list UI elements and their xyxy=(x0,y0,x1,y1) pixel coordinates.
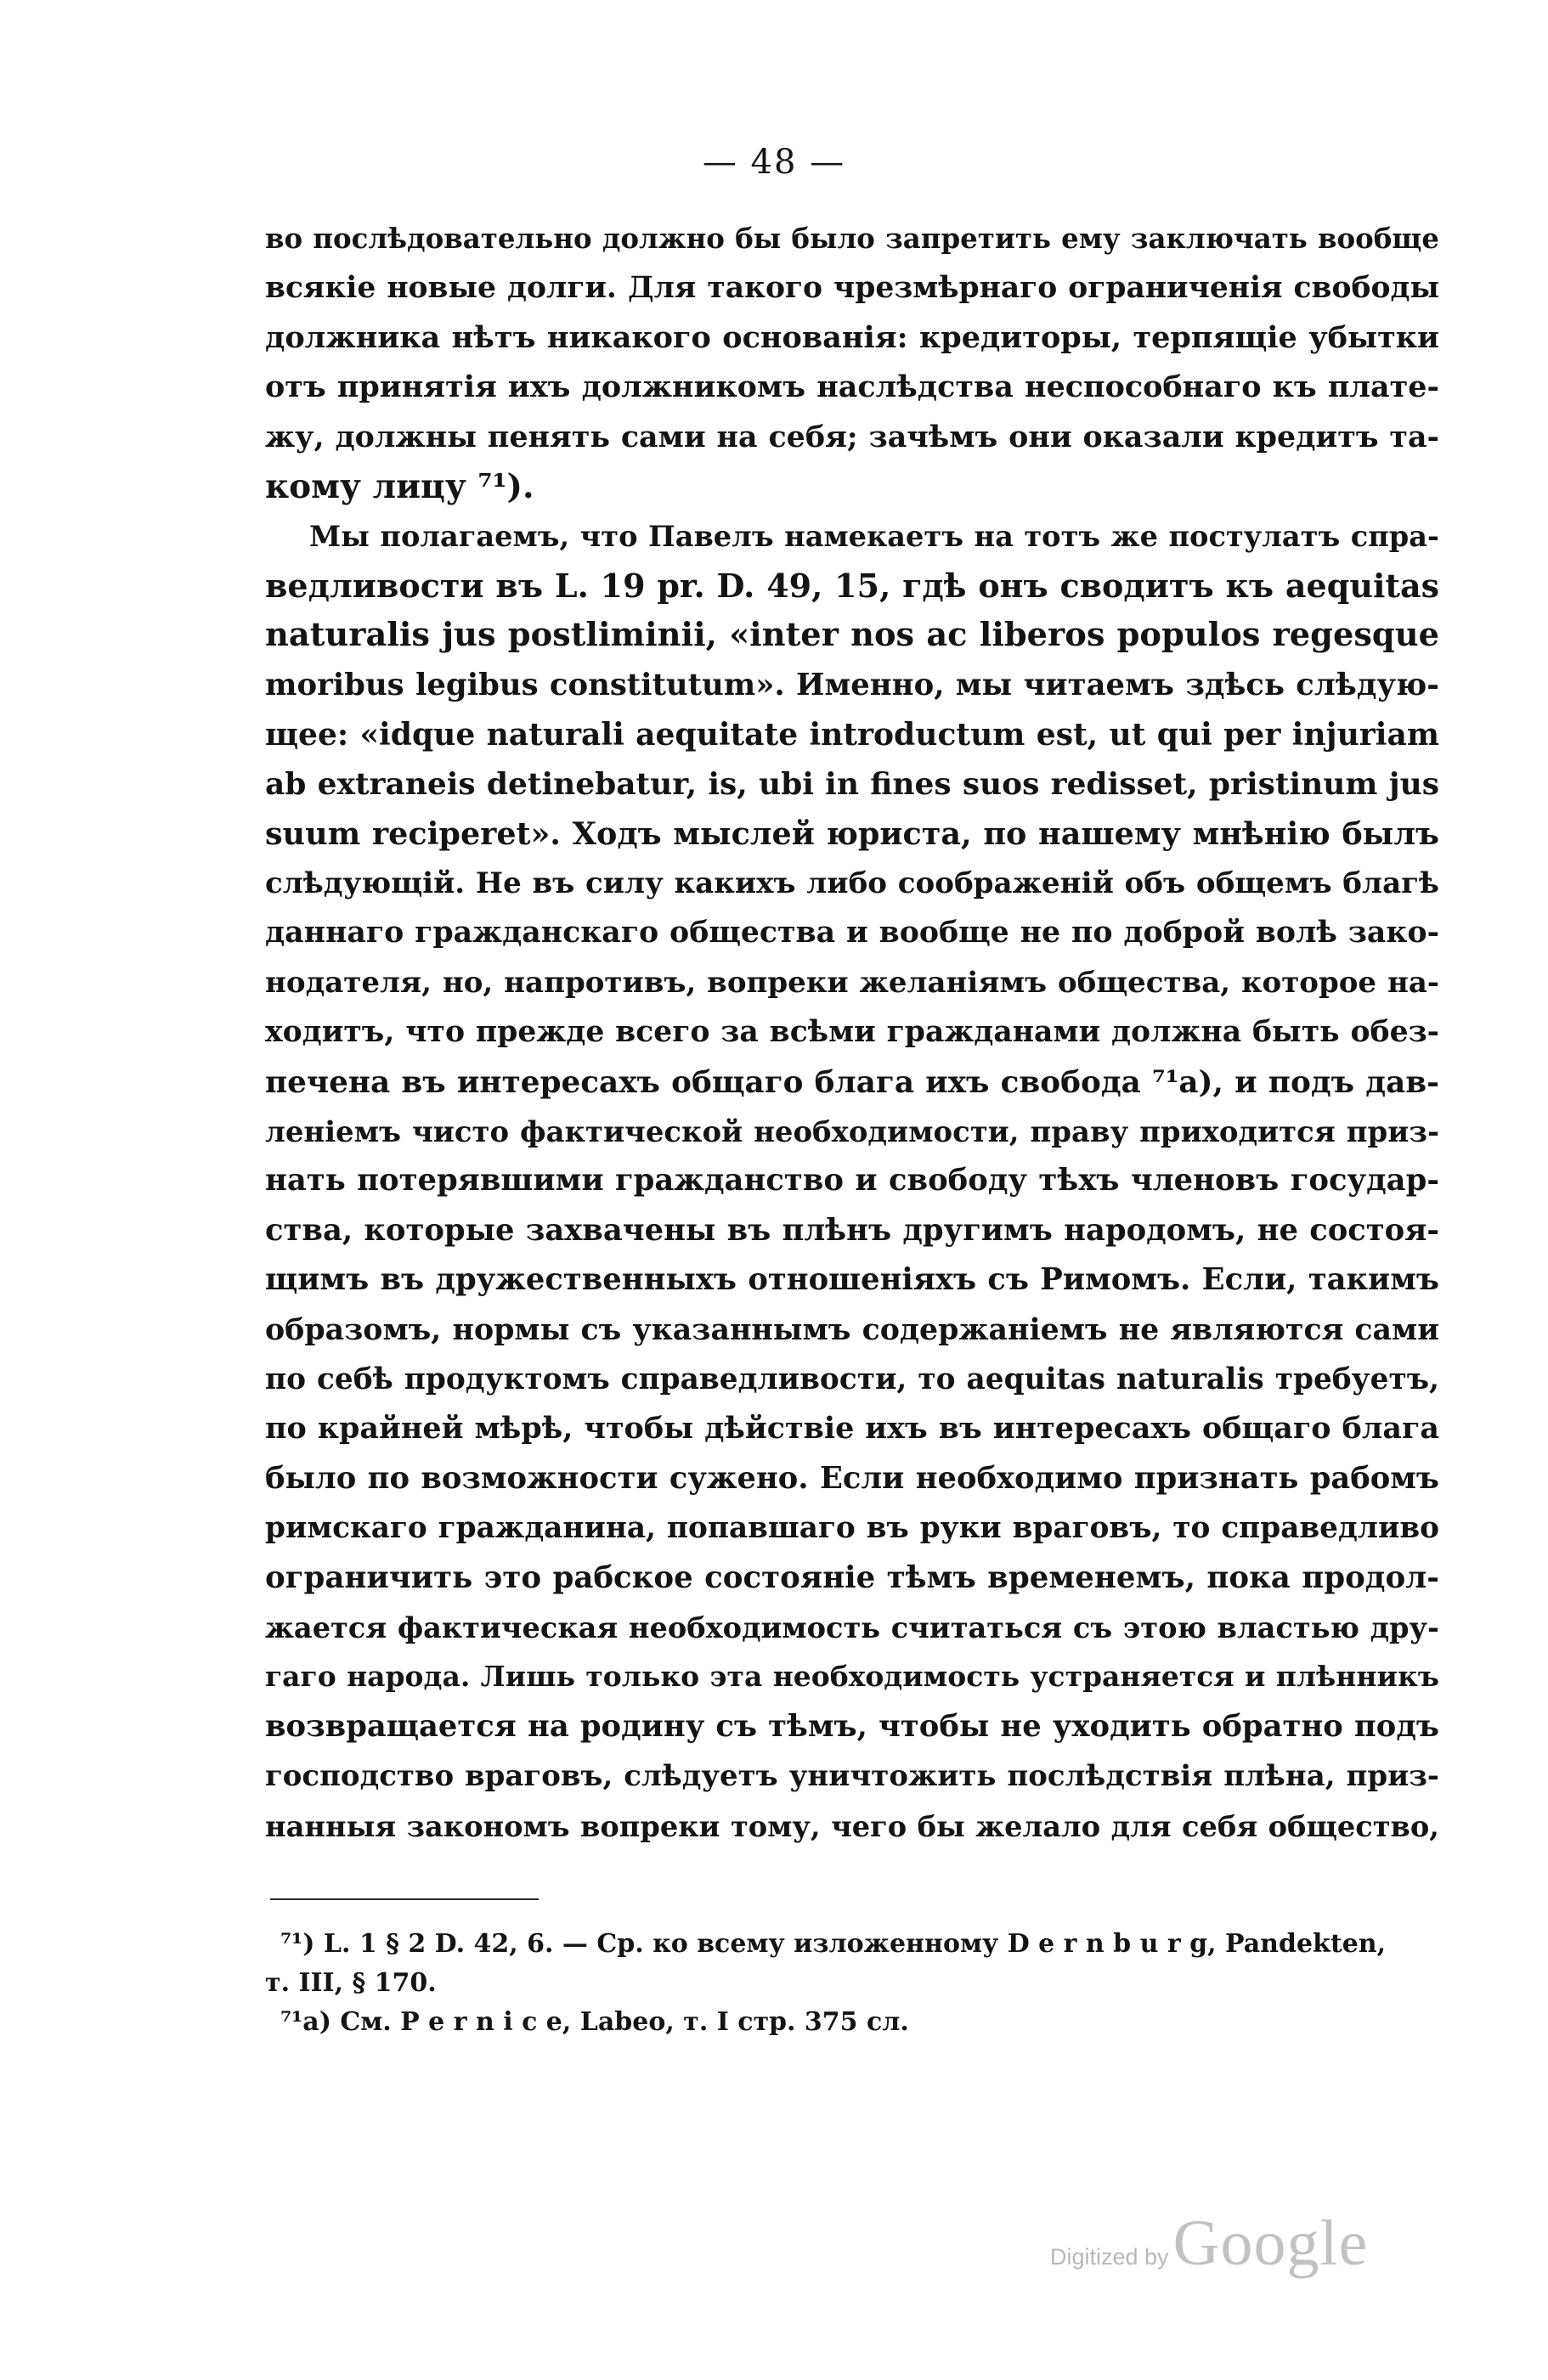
google-logo: Google xyxy=(1172,2208,1369,2279)
text-line: по крайней мѣрѣ, чтобы дѣйствіе ихъ въ интересахъ общаго блага xyxy=(265,1411,1439,1447)
text-line: нодателя, но, напротивъ, вопреки желаніямъ общества, которое на- xyxy=(265,965,1439,1000)
text-line: возвращается на родину съ тѣмъ, чтобы не уходить обратно подъ xyxy=(265,1708,1439,1744)
text-line: было по возможности сужено. Если необходимо признать рабомъ xyxy=(265,1460,1439,1496)
text-line: ведливости въ L. 19 pr. D. 49, 15, гдѣ онъ сводитъ къ aequitas xyxy=(265,566,1439,605)
text-line: по себѣ продуктомъ справедливости, то aequitas naturalis требуетъ, xyxy=(265,1362,1439,1396)
text-line: образомъ, нормы съ указаннымъ содержаніемъ не являются сами xyxy=(265,1311,1439,1347)
text-line: Мы полагаемъ, что Павелъ намекаетъ на тотъ же постулатъ спра- xyxy=(309,519,1439,554)
text-line: отъ принятія ихъ должникомъ наслѣдства неспособнаго къ плате- xyxy=(265,369,1439,405)
text-line: во послѣдовательно должно бы было запретить ему заключать вообще xyxy=(265,223,1439,255)
text-line: римскаго гражданина, попавшаго въ руки враговъ, то справедливо xyxy=(265,1511,1439,1546)
text-line: даннаго гражданскаго общества и вообще не по доброй волѣ зако- xyxy=(265,915,1439,950)
text-line: ab extraneis detinebatur, is, ubi in fines suos redisset, pristinum jus xyxy=(265,766,1439,803)
footnote-71-continued: т. III, § 170. xyxy=(265,1968,437,1998)
text-line: жу, должны пенять сами на себя; зачѣмъ они оказали кредитъ та- xyxy=(265,419,1439,454)
footnote-71a: ⁷¹а) См. P e r n i c e, Labeo, т. I стр. 375 сл. xyxy=(280,2007,909,2037)
text-line: щимъ въ дружественныхъ отношеніяхъ съ Римомъ. Если, такимъ xyxy=(265,1262,1439,1298)
footnote-divider xyxy=(270,1898,539,1900)
watermark-prefix: Digitized by xyxy=(1050,2244,1169,2270)
text-line: щее: «idque naturali aequitate introductum est, ut qui per injuriam xyxy=(265,715,1439,753)
page-number: — 48 — xyxy=(702,143,846,182)
text-line: ходитъ, что прежде всего за всѣми гражданами должна быть обез- xyxy=(265,1015,1439,1050)
text-line: кому лицу ⁷¹). xyxy=(265,466,534,506)
text-line: жается фактическая необходимость считаться съ этою властью дру- xyxy=(265,1610,1439,1644)
footnotes xyxy=(265,1925,1439,2042)
text-line: слѣдующій. Не въ силу какихъ либо соображеній объ общемъ благѣ xyxy=(265,866,1439,901)
text-line: moribus legibus constitutum». Именно, мы читаемъ здѣсь слѣдую- xyxy=(265,667,1439,702)
text-line: naturalis jus postliminii, «inter nos ac liberos populos regesque xyxy=(265,616,1439,655)
text-line: господство враговъ, слѣдуетъ уничтожить послѣдствія плѣна, приз- xyxy=(265,1759,1439,1794)
text-line: всякіе новые долги. Для такого чрезмѣрнаго ограниченія свободы xyxy=(265,271,1439,306)
footnote-71: ⁷¹) L. 1 § 2 D. 42, 6. — Ср. ко всему изложенному D e r n b u r g, Pandekten, xyxy=(280,1929,1387,1959)
text-line: печена въ интересахъ общаго блага ихъ свобода ⁷¹а), и подъ дав- xyxy=(265,1063,1439,1100)
main-text xyxy=(265,214,1439,1851)
text-line: ства, которые захвачены въ плѣнъ другимъ народомъ, не состоя- xyxy=(265,1212,1439,1248)
text-line: нанныя закономъ вопреки тому, чего бы желало для себя общество, xyxy=(265,1808,1439,1843)
text-line: должника нѣтъ никакого основанія: кредиторы, терпящіе убытки xyxy=(265,319,1439,355)
digitized-by-google-watermark xyxy=(1050,2207,1368,2283)
text-line: нать потерявшими гражданство и свободу тѣхъ членовъ государ- xyxy=(265,1163,1439,1198)
text-line: suum reciperet». Ходъ мыслей юриста, по нашему мнѣнію былъ xyxy=(265,815,1439,852)
text-line: ограничить это рабское состояніе тѣмъ временемъ, пока продол- xyxy=(265,1559,1439,1595)
text-line: гаго народа. Лишь только эта необходимость устраняется и плѣнникъ xyxy=(265,1660,1439,1694)
text-line: леніемъ чисто фактической необходимости, праву приходится приз- xyxy=(265,1114,1439,1149)
